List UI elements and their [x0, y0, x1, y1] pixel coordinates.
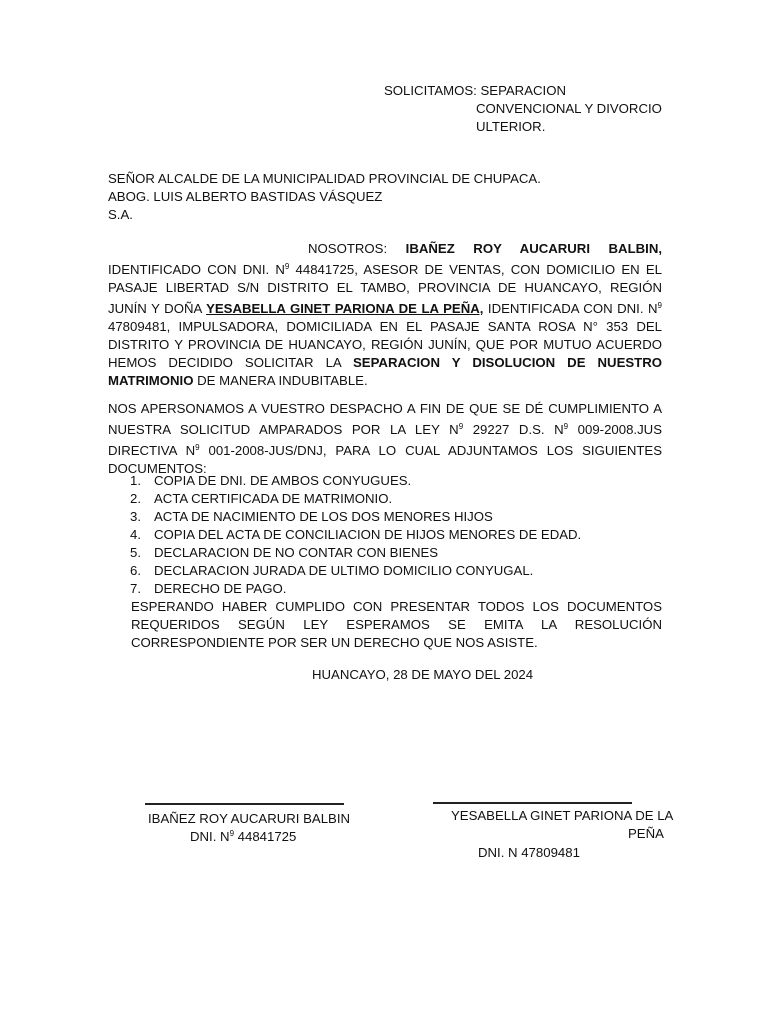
paragraph-petitioners — [108, 240, 662, 390]
list-item-text: COPIA DE DNI. DE AMBOS CONYUGUES. — [154, 473, 412, 488]
sig1-dni-sup: 9 — [229, 829, 235, 838]
addressee-line-3: S.A. — [108, 207, 133, 222]
list-number: 3. — [130, 509, 141, 524]
paragraph-legal-basis — [108, 400, 662, 478]
list-number: 2. — [130, 491, 141, 506]
p2-sup-2: 9 — [563, 422, 569, 431]
signature-line-1 — [145, 803, 344, 805]
signatory-2-dni: DNI. N 47809481 — [478, 845, 580, 860]
addressee-line-2: ABOG. LUIS ALBERTO BASTIDAS VÁSQUEZ — [108, 189, 383, 204]
petitioner-1-name: IBAÑEZ ROY AUCARURI BALBIN, — [405, 241, 663, 256]
list-number: 5. — [130, 545, 141, 560]
p1-sup-2: 9 — [657, 301, 662, 310]
list-item — [130, 580, 581, 598]
sig1-dni-number: 44841725 — [234, 829, 297, 844]
signature-line-2 — [433, 802, 632, 804]
p1-text-b: IDENTIFICADO CON DNI. N — [108, 262, 285, 277]
addressee-block — [108, 170, 541, 224]
p2-text-b: 29227 D.S. N — [463, 422, 564, 437]
list-item — [130, 544, 581, 562]
list-number: 1. — [130, 473, 141, 488]
p1-text-d: IDENTIFICADA CON DNI. N — [483, 301, 658, 316]
p1-text-c: 44841725, ASESOR DE VENTAS, CON DOMICILIO EN EL PASAJE LIBERTAD S/N DISTRITO EL TAMBO, PROVINCIA DE HUANCAYO, REGIÓN JUNÍN Y DOÑA — [108, 262, 662, 316]
documents-list — [108, 472, 581, 598]
list-item-text: DECLARACION JURADA DE ULTIMO DOMICILIO CONYUGAL. — [154, 563, 534, 578]
p1-text-f: DE MANERA INDUBITABLE. — [193, 373, 368, 388]
list-number: 4. — [130, 527, 141, 542]
document-date: HUANCAYO, 28 DE MAYO DEL 2024 — [312, 667, 534, 682]
signatory-1-name: IBAÑEZ ROY AUCARURI BALBIN — [148, 811, 351, 826]
list-item — [130, 472, 581, 490]
signatory-2-name-cont: PEÑA — [628, 826, 664, 841]
signatory-2-name: YESABELLA GINET PARIONA DE LA — [451, 808, 674, 823]
p1-text-e: 47809481, IMPULSADORA, DOMICILIADA EN EL PASAJE SANTA ROSA N° 353 DEL DISTRITO Y PROVINCIA DE HUANCAYO, REGIÓN JUNÍN, QUE POR MUTUO ACUERDO HEMOS DECIDIDO SOLICITAR LA — [108, 319, 662, 370]
p1-text-a: NOSOTROS: — [308, 241, 406, 256]
p1-bold-request: SEPARACION Y DISOLUCION DE NUESTRO MATRIMONIO — [108, 355, 662, 388]
list-item — [130, 508, 581, 526]
sig1-dni-prefix: DNI. N — [190, 829, 230, 844]
p2-sup-1: 9 — [458, 422, 464, 431]
subject-line-2: CONVENCIONAL Y DIVORCIO — [476, 101, 662, 116]
list-item-text: COPIA DEL ACTA DE CONCILIACION DE HIJOS MENORES DE EDAD. — [154, 527, 582, 542]
subject-lines-cont — [476, 100, 662, 136]
signatory-1-dni — [190, 829, 296, 844]
closing-paragraph: ESPERANDO HABER CUMPLIDO CON PRESENTAR TODOS LOS DOCUMENTOS REQUERIDOS SEGÚN LEY ESPERAMOS SE EMITA LA RESOLUCIÓN CORRESPONDIENTE POR SER UN DERECHO QUE NOS ASISTE. — [131, 599, 662, 650]
subject-line-3: ULTERIOR. — [476, 119, 546, 134]
list-item-text: ACTA DE NACIMIENTO DE LOS DOS MENORES HIJOS — [154, 509, 493, 524]
p2-sup-3: 9 — [195, 443, 200, 452]
list-item-text: DECLARACION DE NO CONTAR CON BIENES — [154, 545, 439, 560]
list-item — [130, 562, 581, 580]
p1-sup-1: 9 — [284, 262, 290, 271]
list-item — [130, 490, 581, 508]
petitioner-2-name: YESABELLA GINET PARIONA DE LA PEÑA, — [206, 301, 484, 316]
p2-text-c: 009-2008.JUS DIRECTIVA N — [108, 422, 662, 458]
subject-line-1: SOLICITAMOS: SEPARACION — [384, 83, 566, 98]
p2-text-a: NOS APERSONAMOS A VUESTRO DESPACHO A FIN DE QUE SE DÉ CUMPLIMIENTO A NUESTRA SOLICITUD AMPARADOS POR LA LEY N — [108, 401, 662, 437]
addressee-line-1: SEÑOR ALCALDE DE LA MUNICIPALIDAD PROVINCIAL DE CHUPACA. — [108, 171, 541, 186]
list-item — [130, 526, 582, 544]
list-number: 7. — [130, 581, 141, 596]
list-item-text: ACTA CERTIFICADA DE MATRIMONIO. — [154, 491, 393, 506]
list-item-text: DERECHO DE PAGO. — [154, 581, 287, 596]
p2-text-d: 001-2008-JUS/DNJ, PARA LO CUAL ADJUNTAMOS LOS SIGUIENTES DOCUMENTOS: — [108, 443, 662, 476]
list-number: 6. — [130, 563, 141, 578]
